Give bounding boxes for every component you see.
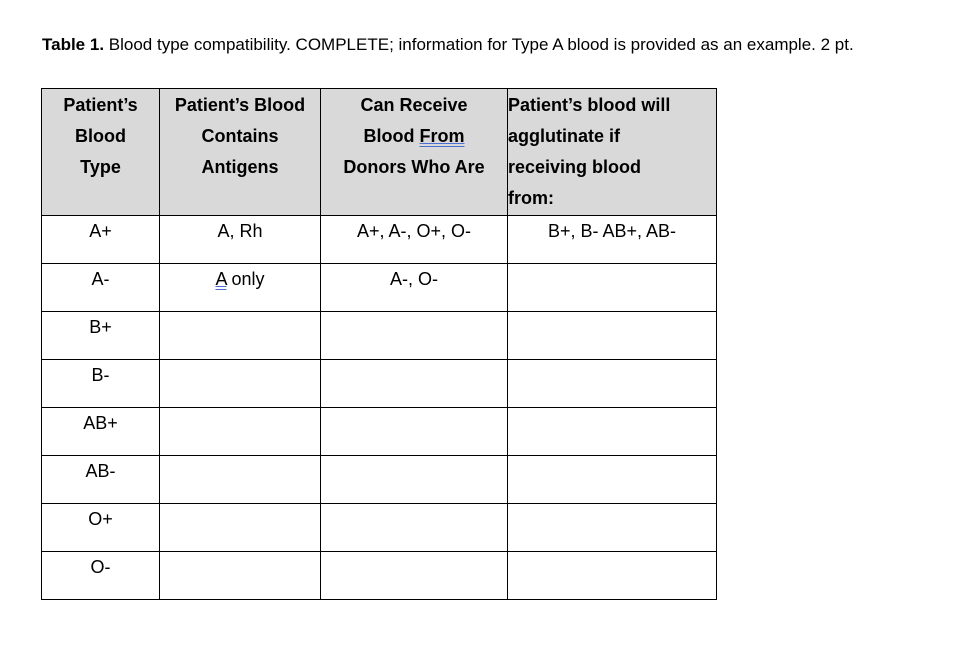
cell-blood-type[interactable]: AB- [42, 456, 160, 504]
cell-agglutinate[interactable] [508, 504, 717, 552]
cell-agglutinate[interactable]: B+, B- AB+, AB- [508, 216, 717, 264]
table-row [42, 264, 717, 312]
cell-receive-from[interactable] [321, 312, 508, 360]
cell-agglutinate[interactable] [508, 408, 717, 456]
blood-compatibility-table [41, 88, 717, 600]
table-caption [42, 35, 854, 55]
cell-antigens[interactable]: A only [160, 264, 321, 312]
cell-antigens[interactable] [160, 360, 321, 408]
header-row [42, 89, 717, 216]
cell-agglutinate[interactable] [508, 360, 717, 408]
header-patient-blood-type: Patient’s Blood Type [42, 89, 160, 216]
cell-antigens[interactable] [160, 504, 321, 552]
header-can-receive-from: Can Receive Blood From Donors Who Are [321, 89, 508, 216]
table-row [42, 552, 717, 600]
table-row [42, 504, 717, 552]
header-antigens: Patient’s Blood Contains Antigens [160, 89, 321, 216]
cell-blood-type[interactable]: O- [42, 552, 160, 600]
cell-receive-from[interactable] [321, 360, 508, 408]
cell-antigens[interactable] [160, 312, 321, 360]
cell-agglutinate[interactable] [508, 312, 717, 360]
cell-agglutinate[interactable] [508, 552, 717, 600]
cell-agglutinate[interactable] [508, 264, 717, 312]
caption-text: Blood type compatibility. COMPLETE; information for Type A blood is provided as an example. 2 pt. [104, 35, 854, 54]
cell-blood-type[interactable]: B+ [42, 312, 160, 360]
cell-blood-type[interactable]: A+ [42, 216, 160, 264]
cell-antigens[interactable] [160, 456, 321, 504]
cell-receive-from[interactable] [321, 504, 508, 552]
table-row [42, 360, 717, 408]
cell-receive-from[interactable]: A-, O- [321, 264, 508, 312]
cell-receive-from[interactable] [321, 552, 508, 600]
cell-agglutinate[interactable] [508, 456, 717, 504]
cell-blood-type[interactable]: O+ [42, 504, 160, 552]
proofing-underline-from: From [419, 126, 465, 146]
cell-blood-type[interactable]: A- [42, 264, 160, 312]
table-row [42, 312, 717, 360]
caption-label: Table 1. [42, 35, 105, 54]
cell-antigens[interactable] [160, 408, 321, 456]
cell-antigens[interactable] [160, 552, 321, 600]
cell-antigens[interactable]: A, Rh [160, 216, 321, 264]
cell-blood-type[interactable]: B- [42, 360, 160, 408]
table-row [42, 456, 717, 504]
cell-blood-type[interactable]: AB+ [42, 408, 160, 456]
cell-receive-from[interactable] [321, 408, 508, 456]
cell-receive-from[interactable]: A+, A-, O+, O- [321, 216, 508, 264]
cell-receive-from[interactable] [321, 456, 508, 504]
header-agglutinate: Patient’s blood will agglutinate if receiving blood from: [508, 89, 717, 216]
proofing-underline-a: A [215, 269, 227, 289]
table-row [42, 216, 717, 264]
table-row [42, 408, 717, 456]
